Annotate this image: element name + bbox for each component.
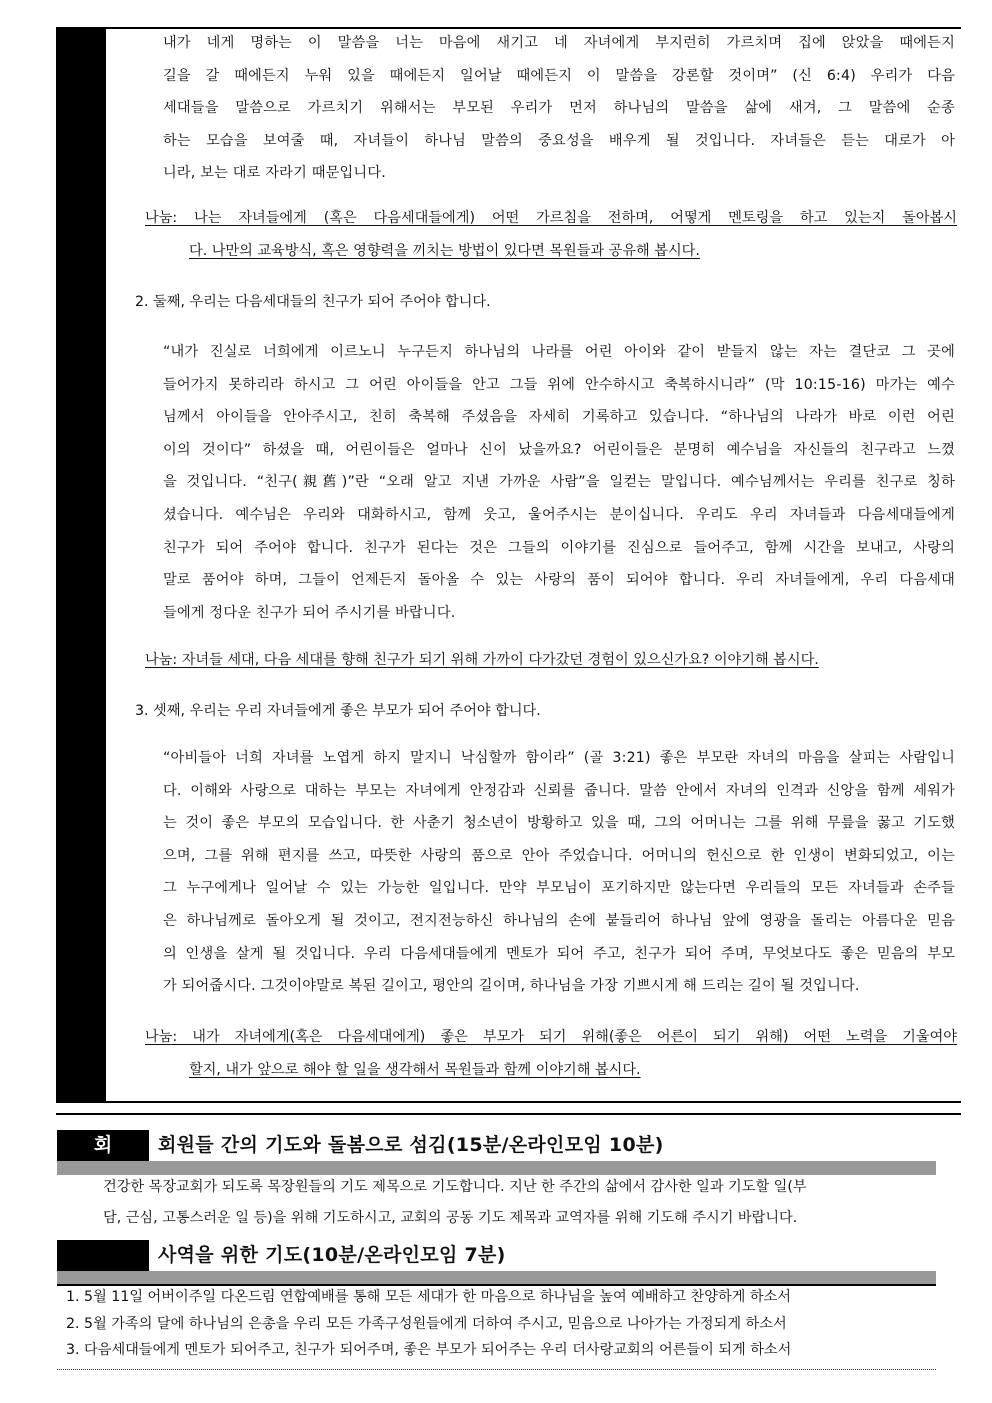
section-sidebar-bar bbox=[56, 28, 106, 1102]
share-question-1 bbox=[145, 202, 957, 267]
paragraph-line: 으며, 그를 위해 편지를 쓰고, 따뜻한 사랑의 품으로 안아 주었습니다. 어머니의 헌신으로 한 인생이 변화되었고, 이는 bbox=[163, 847, 955, 864]
share-line: 다. 나만의 교육방식, 혹은 영향력을 끼치는 방법이 있다면 목원들과 공유해 봅시다. bbox=[189, 242, 700, 259]
dotted-divider bbox=[57, 1369, 936, 1370]
section-label-block bbox=[57, 1240, 149, 1271]
paragraph-line: 말로 품어야 하며, 그들이 언제든지 돌아올 수 있는 사랑의 품이 되어야 합니다. 우리 자녀들에게, 우리 다음세대 bbox=[163, 572, 955, 589]
share-line: 나눔: 나는 자녀들에게 (혹은 다음세대들에게) 어떤 가르침을 전하며, 어떻게 멘토링을 하고 있는지 돌아봅시 bbox=[145, 210, 957, 226]
paragraph-line: 들어가지 못하리라 하시고 그 어린 아이들을 안고 그들 위에 안수하시고 축복하시니라” (막 10:15-16) 마가는 예수 bbox=[163, 376, 955, 393]
paragraph-line: 친구가 되어 주어야 합니다. 친구가 된다는 것은 그들의 이야기를 진심으로 들어주고, 함께 시간을 보내고, 사랑의 bbox=[163, 539, 955, 556]
section-title: 회원들 간의 기도와 돌봄으로 섬김(15분/온라인모임 10분) bbox=[158, 1134, 664, 1156]
section-divider bbox=[56, 1113, 961, 1115]
paragraph-line: 셨습니다. 예수님은 우리와 대화하시고, 함께 웃고, 울어주시는 분이십니다. 우리도 우리 자녀들과 다음세대들에게 bbox=[163, 506, 955, 523]
prayer-item: 1. 5월 11일 어버이주일 다온드림 연합예배를 통해 모든 세대가 한 마음으로 하나님을 높여 예배하고 찬양하게 하소서 bbox=[66, 1289, 791, 1305]
section-label-block: 회 bbox=[57, 1130, 149, 1161]
share-line: 나눔: 내가 자녀에게(혹은 다음세대에게) 좋은 부모가 되기 위해(좋은 어른이 되기 위해) 어떤 노력을 기울여야 bbox=[145, 1029, 957, 1045]
point-2-paragraph bbox=[163, 336, 955, 629]
paragraph-line: 들에게 정다운 친구가 되어 주시기를 바랍니다. bbox=[163, 604, 456, 621]
section-title: 사역을 위한 기도(10분/온라인모임 7분) bbox=[158, 1244, 506, 1266]
prayer-item: 3. 다음세대들에게 멘토가 되어주고, 친구가 되어주며, 좋은 부모가 되어주는 우리 더사랑교회의 어른들이 되게 하소서 bbox=[66, 1342, 792, 1358]
paragraph-line: 그 누구에게나 일어날 수 있는 가능한 일입니다. 만약 부모님이 포기하지만 않는다면 우리들의 모든 자녀들과 손주들 bbox=[163, 880, 955, 897]
paragraph-line: 내가 네게 명하는 이 말씀을 너는 마음에 새기고 네 자녀에게 부지런히 가르치며 집에 앉았을 때에든지 bbox=[163, 35, 955, 51]
point-2-heading: 2. 둘째, 우리는 다음세대들의 친구가 되어 주어야 합니다. bbox=[135, 294, 491, 310]
paragraph-line: 가 되어줍시다. 그것이야말로 복된 길이고, 평안의 길이며, 하나님을 가장 기쁘시게 해 드리는 길이 될 것입니다. bbox=[163, 978, 860, 995]
point-3-heading: 3. 셋째, 우리는 우리 자녀들에게 좋은 부모가 되어 주어야 합니다. bbox=[135, 703, 541, 719]
intro-paragraph bbox=[163, 27, 955, 190]
section-divider bbox=[56, 1101, 961, 1103]
share-line: 나눔: 자녀들 세대, 다음 세대를 향해 친구가 되기 위해 가까이 다가갔던 경험이 있으신가요? 이야기해 봅시다. bbox=[145, 652, 819, 668]
paragraph-line: 다. 이해와 사랑으로 대하는 부모는 자녀에게 안정감과 신뢰를 줍니다. 말씀 안에서 자녀의 인격과 신앙을 함께 세워가 bbox=[163, 782, 955, 799]
paragraph-line: 세대들을 말씀으로 가르치기 위해서는 부모된 우리가 먼저 하나님의 말씀을 삶에 새겨, 그 말씀에 순종 bbox=[163, 100, 955, 117]
paragraph-line: 는 것이 좋은 부모의 모습입니다. 한 사춘기 청소년이 방황하고 있을 때, 그의 어머니는 그를 위해 무릎을 꿇고 기도했 bbox=[163, 815, 955, 832]
paragraph-line: 은 하나님께로 돌아오게 될 것이고, 전지전능하신 하나님의 손에 붙들리어 하나님 앞에 영광을 돌리는 아름다운 믿음 bbox=[163, 912, 955, 929]
paragraph-line: 니라, 보는 대로 자라기 때문입니다. bbox=[163, 165, 386, 182]
prayer-item: 2. 5월 가족의 달에 하나님의 은총을 우리 모든 가족구성원들에게 더하여 주시고, 믿음으로 나아가는 가정되게 하소서 bbox=[66, 1315, 787, 1332]
share-line: 할지, 내가 앞으로 해야 할 일을 생각해서 목원들과 함께 이야기해 봅시다. bbox=[189, 1061, 641, 1078]
paragraph-line: 하는 모습을 보여줄 때, 자녀들이 하나님 말씀의 중요성을 배우게 될 것입니다. 자녀들은 듣는 대로가 아 bbox=[163, 132, 955, 149]
paragraph-line: “내가 진실로 너희에게 이르노니 누구든지 하나님의 나라를 어린 아이와 같이 받들지 않는 자는 결단코 그 곳에 bbox=[163, 344, 955, 360]
body-line: 건강한 목장교회가 되도록 목장원들의 기도 제목으로 기도합니다. 지난 한 주간의 삶에서 감사한 일과 기도할 일(부 bbox=[103, 1179, 807, 1195]
body-line: 담, 근심, 고통스러운 일 등)을 위해 기도하시고, 교회의 공동 기도 제목과 교역자를 위해 기도해 주시기 바랍니다. bbox=[103, 1210, 798, 1226]
paragraph-line: 의 인생을 살게 될 것입니다. 우리 다음세대들에게 멘토가 되어 주고, 친구가 되어 주며, 무엇보다도 좋은 믿음의 부모 bbox=[163, 945, 955, 962]
paragraph-line: “아비들아 너희 자녀를 노엽게 하지 말지니 낙심할까 함이라” (골 3:21) 좋은 부모란 자녀의 마음을 살피는 사람입니 bbox=[163, 750, 955, 766]
paragraph-line: 님께서 아이들을 안아주시고, 친히 축복해 주셨음을 자세히 기록하고 있습니다. “하나님의 나라가 바로 이런 어린 bbox=[163, 409, 955, 426]
paragraph-line: 길을 갈 때에든지 누워 있을 때에든지 일어날 때에든지 이 말씀을 강론할 것이며” (신 6:4) 우리가 다음 bbox=[163, 67, 955, 84]
section-header-bar bbox=[57, 1271, 936, 1285]
prayer-list bbox=[66, 1284, 791, 1364]
paragraph-line: 을 것입니다. “친구(親舊)”란 “오래 알고 지낸 가까운 사람”을 일컫는 말입니다. 예수님께서는 우리를 친구로 칭하 bbox=[163, 474, 955, 491]
share-question-3 bbox=[145, 1021, 957, 1086]
paragraph-line: 이의 것이다” 하셨을 때, 어린이들은 얼마나 신이 났을까요? 어린이들은 분명히 예수님을 자신들의 친구라고 느꼈 bbox=[163, 441, 955, 458]
share-question-2 bbox=[145, 644, 945, 677]
fellowship-body bbox=[103, 1172, 807, 1234]
point-3-paragraph bbox=[163, 742, 955, 1003]
